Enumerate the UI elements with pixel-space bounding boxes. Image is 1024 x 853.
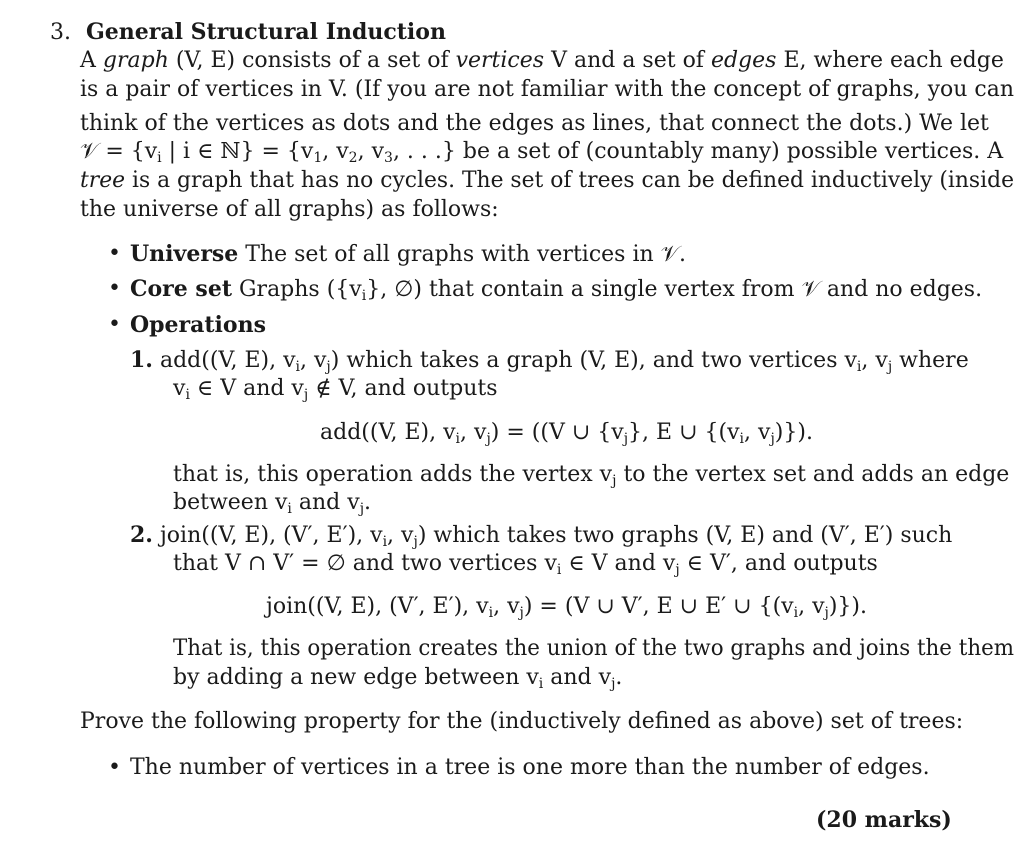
intro-line-6: the universe of all graphs) as follows: xyxy=(80,197,499,222)
op2-equation: join((V, E), (V′, E′), $v_i$, $v_j) = (V$ ∪ V′, E ∪ E′ ∪ {($v_i$, $v_j$)}). xyxy=(266,594,867,621)
op1-line-4: between $v_i$ and $v_j$. xyxy=(173,490,372,517)
problem-number: 3. xyxy=(50,20,71,45)
prove-statement: Prove the following property for the (inductively defined as above) set of trees: xyxy=(80,709,964,734)
op1-line-2: $v_i$ ∈ V and $v_j$ ∉ V, and outputs xyxy=(173,376,498,403)
op1-line-1: 1. add((V, E), $v_i$, $v_j$) which takes a graph (V, E), and two vertices $v_i$, $v_j$ where xyxy=(130,347,969,375)
bullet-glyph: • xyxy=(108,276,121,301)
intro-line-4: 𝒱 = {$v_i$ | i ∈ ℕ} = {$v_1$, $v_2$, $v_3$, . . .} be a set of (countably many) possible vertices. A xyxy=(80,139,1004,166)
bullet-universe: Universe The set of all graphs with vertices in 𝒱. xyxy=(130,241,686,267)
problem-title: General Structural Induction xyxy=(86,19,446,45)
bullet-core-set: Core set Graphs ($\{v_i\}$, ∅) that contain a single vertex from 𝒱 and no edges. xyxy=(130,276,983,304)
intro-line-3: think of the vertices as dots and the edges as lines, that connect the dots.) We let xyxy=(80,111,989,136)
bullet-glyph: • xyxy=(108,755,121,780)
problem-heading xyxy=(50,18,446,47)
property-statement: The number of vertices in a tree is one more than the number of edges. xyxy=(130,755,930,780)
bullet-glyph: • xyxy=(108,312,121,337)
op2-line-3: That is, this operation creates the union of the two graphs and joins the them xyxy=(173,636,1014,661)
bullet-glyph: • xyxy=(108,241,121,266)
op1-line-3: that is, this operation adds the vertex $v_j$ to the vertex set and adds an edge xyxy=(173,462,1010,489)
intro-line-5: tree is a graph that has no cycles. The set of trees can be defined inductively (inside xyxy=(80,168,1014,193)
marks-label: (20 marks) xyxy=(816,807,952,833)
intro-line-1: A graph (V, E) consists of a set of vertices V and a set of edges E, where each edge xyxy=(80,48,1004,73)
op2-line-4: by adding a new edge between $v_i$ and $v_j$. xyxy=(173,665,623,692)
op1-equation: add((V, E), $v_i$, $v_j) = ((V$ ∪ $\{v_j\}$, E ∪ {($v_i$, $v_j$)}). xyxy=(320,420,813,447)
op2-line-2: that V ∩ V′ = ∅ and two vertices $v_i$ ∈ V and $v_j$ ∈ V′, and outputs xyxy=(173,551,878,578)
bullet-operations: Operations xyxy=(130,312,266,338)
op2-line-1: 2. join((V, E), (V′, E′), $v_i$, $v_j$) which takes two graphs (V, E) and (V′, E′) such xyxy=(130,522,953,550)
intro-line-2: is a pair of vertices in V. (If you are not familiar with the concept of graphs, you can xyxy=(80,77,1014,102)
